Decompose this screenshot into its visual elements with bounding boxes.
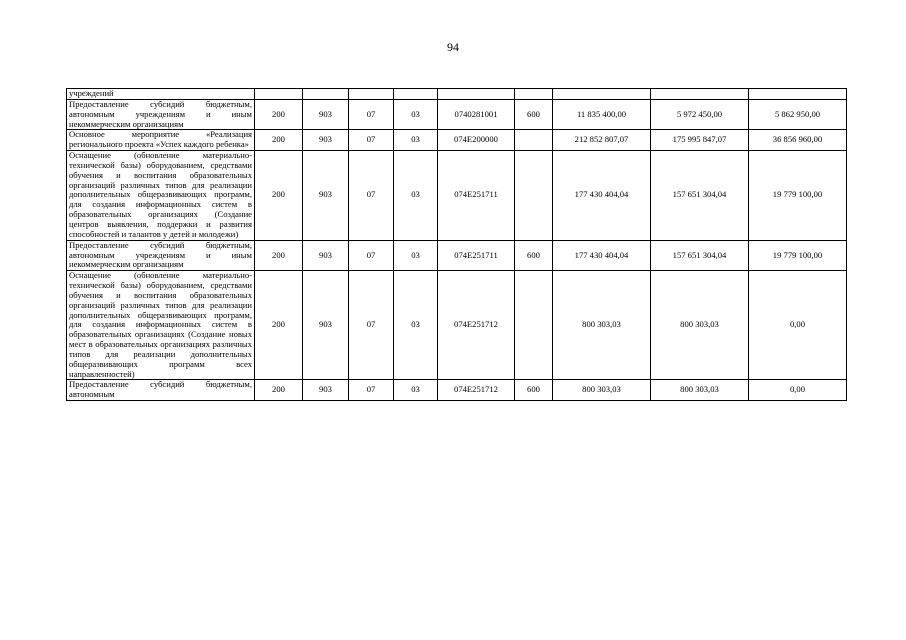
cell-amount-2: 5 972 450,00 xyxy=(651,99,749,130)
cell-amount-total: 11 835 400,00 xyxy=(553,99,651,130)
table-row xyxy=(67,151,847,241)
cell-amount-3: 0,00 xyxy=(749,380,847,401)
table-row xyxy=(67,271,847,380)
cell-code-3: 07 xyxy=(349,240,394,271)
cell-amount-3: 36 856 960,00 xyxy=(749,130,847,151)
row-description: Предоставление субсидий бюджетным, автономным учреждениям и иным некоммерческим организациям xyxy=(67,240,255,271)
cell-amount-2: 175 995 847,07 xyxy=(651,130,749,151)
cell-expense-type xyxy=(515,130,553,151)
cell-target-article: 074E251712 xyxy=(438,380,515,401)
cell-target-article: 074E200000 xyxy=(438,130,515,151)
cell-amount-3: 19 779 100,00 xyxy=(749,151,847,241)
cell-target-article xyxy=(438,89,515,100)
cell-code-4: 03 xyxy=(394,240,438,271)
cell-amount-total: 800 303,03 xyxy=(553,380,651,401)
cell-code-2: 903 xyxy=(303,99,349,130)
cell-amount-2 xyxy=(651,89,749,100)
cell-code-2: 903 xyxy=(303,271,349,380)
cell-amount-3: 5 862 950,00 xyxy=(749,99,847,130)
row-description: Оснащение (обновление материально-технической базы) оборудованием, средствами обучения и воспитания образовательных организаций различных типов для реализации дополнительных общеразвивающих программ, для создания информационных систем в образовательных организациях (Создание новых мест в образовательных организациях различных типов для реализации дополнительных общеразвивающих программ всех направленностей) xyxy=(67,271,255,380)
cell-amount-2: 157 651 304,04 xyxy=(651,151,749,241)
cell-amount-3: 19 779 100,00 xyxy=(749,240,847,271)
cell-code-4: 03 xyxy=(394,99,438,130)
cell-code-1: 200 xyxy=(255,130,303,151)
cell-target-article: 0740281001 xyxy=(438,99,515,130)
cell-code-1: 200 xyxy=(255,271,303,380)
row-description: Основное мероприятие «Реализация регионального проекта «Успех каждого ребенка» xyxy=(67,130,255,151)
cell-amount-total xyxy=(553,89,651,100)
cell-code-2: 903 xyxy=(303,380,349,401)
cell-code-3: 07 xyxy=(349,380,394,401)
cell-code-4: 03 xyxy=(394,380,438,401)
table-row xyxy=(67,89,847,100)
cell-code-1: 200 xyxy=(255,151,303,241)
cell-expense-type: 600 xyxy=(515,240,553,271)
cell-code-1: 200 xyxy=(255,99,303,130)
table-row xyxy=(67,130,847,151)
cell-code-3: 07 xyxy=(349,151,394,241)
cell-code-2 xyxy=(303,89,349,100)
cell-expense-type: 600 xyxy=(515,99,553,130)
cell-code-1 xyxy=(255,89,303,100)
row-description: Оснащение (обновление материально-технической базы) оборудованием, средствами обучения и воспитания образовательных организаций различных типов для реализации дополнительных общеразвивающих программ, для создания информационных систем в образовательных организациях (Создание центров выявления, поддержки и развития способностей и талантов у детей и молодежи) xyxy=(67,151,255,241)
cell-expense-type xyxy=(515,89,553,100)
cell-code-3: 07 xyxy=(349,271,394,380)
row-description: учреждений xyxy=(67,89,255,100)
cell-code-3: 07 xyxy=(349,130,394,151)
cell-amount-2: 800 303,03 xyxy=(651,271,749,380)
cell-amount-total: 212 852 807,07 xyxy=(553,130,651,151)
row-description: Предоставление субсидий бюджетным, автономным учреждениям и иным некоммерческим организациям xyxy=(67,99,255,130)
cell-code-4: 03 xyxy=(394,271,438,380)
cell-code-2: 903 xyxy=(303,130,349,151)
table-row xyxy=(67,380,847,401)
cell-target-article: 074E251711 xyxy=(438,151,515,241)
table-body xyxy=(67,89,847,401)
cell-code-2: 903 xyxy=(303,240,349,271)
cell-amount-2: 800 303,03 xyxy=(651,380,749,401)
budget-table xyxy=(66,88,847,401)
cell-amount-total: 800 303,03 xyxy=(553,271,651,380)
cell-amount-total: 177 430 404,04 xyxy=(553,240,651,271)
table-row xyxy=(67,99,847,130)
cell-expense-type xyxy=(515,151,553,241)
cell-code-4: 03 xyxy=(394,130,438,151)
cell-code-4: 03 xyxy=(394,151,438,241)
cell-code-3: 07 xyxy=(349,99,394,130)
cell-expense-type: 600 xyxy=(515,380,553,401)
cell-target-article: 074E251711 xyxy=(438,240,515,271)
cell-amount-total: 177 430 404,04 xyxy=(553,151,651,241)
cell-amount-3 xyxy=(749,89,847,100)
cell-expense-type xyxy=(515,271,553,380)
row-description: Предоставление субсидий бюджетным, автономным xyxy=(67,380,255,401)
cell-target-article: 074E251712 xyxy=(438,271,515,380)
page-number: 94 xyxy=(447,40,459,54)
cell-code-2: 903 xyxy=(303,151,349,241)
table-row xyxy=(67,240,847,271)
cell-amount-3: 0,00 xyxy=(749,271,847,380)
cell-code-4 xyxy=(394,89,438,100)
cell-code-1: 200 xyxy=(255,380,303,401)
cell-code-1: 200 xyxy=(255,240,303,271)
cell-code-3 xyxy=(349,89,394,100)
cell-amount-2: 157 651 304,04 xyxy=(651,240,749,271)
